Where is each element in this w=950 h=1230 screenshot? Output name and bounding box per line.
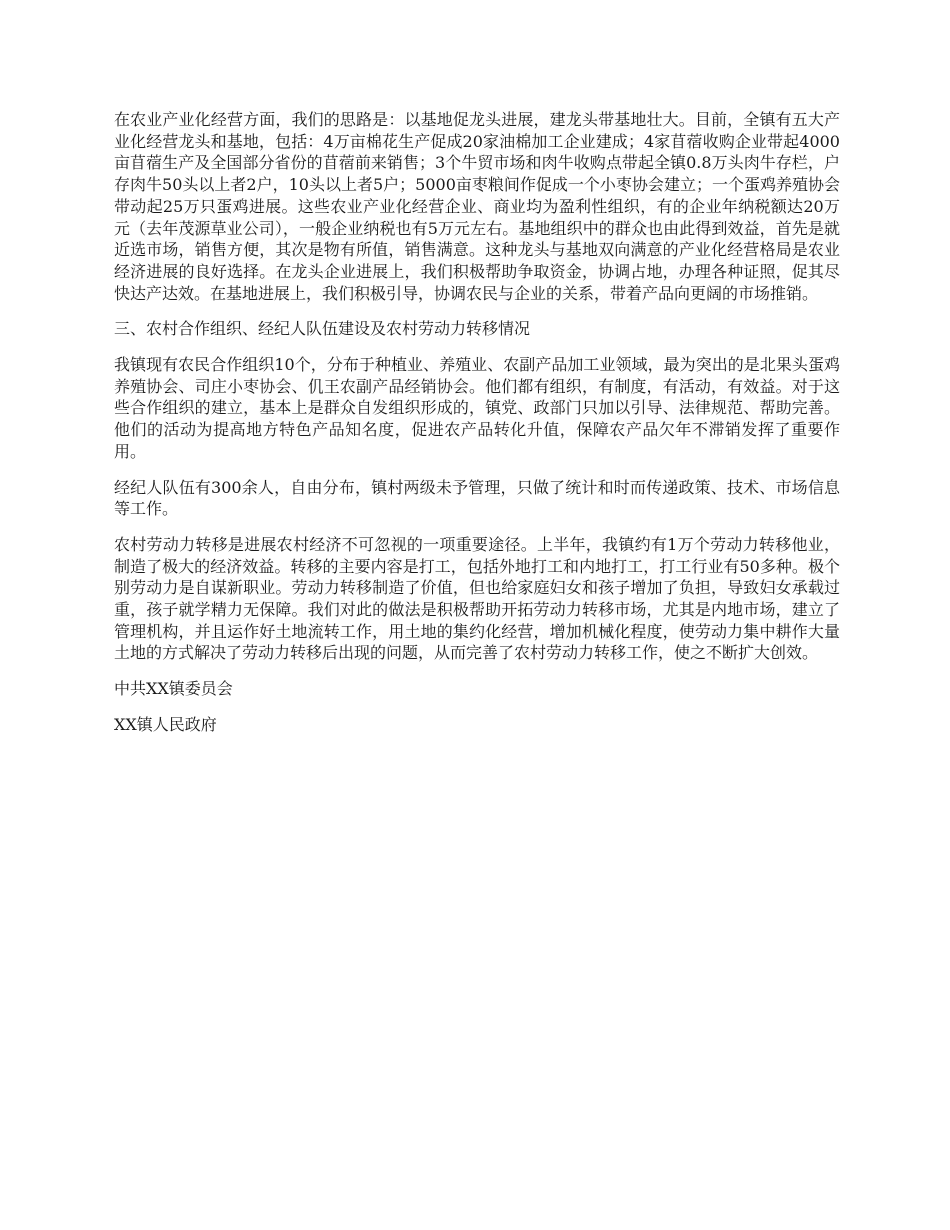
document-body (114, 109, 840, 750)
paragraph-industrialization: 在农业产业化经营方面，我们的思路是：以基地促龙头进展，建龙头带基地壮大。目前，全镇有五大产业化经营龙头和基地，包括：4万亩棉花生产促成20家油棉加工企业建成；4家苜蓿收购企业带起4000亩苜蓿生产及全国部分省份的苜蓿前来销售；3个牛贸市场和肉牛收购点带起全镇0.8万头肉牛存栏，户存肉牛50头以上者2户，10头以上者5户；5000亩枣粮间作促成一个小枣协会建立；一个蛋鸡养殖协会带动起25万只蛋鸡进展。这些农业产业化经营企业、商业均为盈利性组织，有的企业年纳税额达20万元（去年茂源草业公司），一般企业纳税也有5万元左右。基地组织中的群众也由此得到效益，首先是就近选市场，销售方便，其次是物有所值，销售满意。这种龙头与基地双向满意的产业化经营格局是农业经济进展的良好选择。在龙头企业进展上，我们积极帮助争取资金，协调占地，办理各种证照，促其尽快达产达效。在基地进展上，我们积极引导，协调农民与企业的关系，带着产品向更阔的市场推销。 (114, 110, 840, 303)
signature-party-committee: 中共XX镇委员会 (114, 679, 233, 699)
section-heading-cooperatives: 三、农村合作组织、经纪人队伍建设及农村劳动力转移情况 (114, 319, 531, 339)
paragraph-cooperatives: 我镇现有农民合作组织10个，分布于种植业、养殖业、农副产品加工业领域，最为突出的是北果头蛋鸡养殖协会、司庄小枣协会、仉王农副产品经销协会。他们都有组织，有制度，有活动，有效益。对于这些合作组织的建立，基本上是群众自发组织形成的，镇党、政部门只加以引导、法律规范、帮助完善。他们的活动为提高地方特色产品知名度，促进农产品转化升值，保障农产品欠年不滞销发挥了重要作用。 (114, 355, 840, 461)
signature-town-government: XX镇人民政府 (114, 714, 217, 734)
paragraph-labor-transfer: 农村劳动力转移是进展农村经济不可忽视的一项重要途径。上半年，我镇约有1万个劳动力转移他业，制造了极大的经济效益。转移的主要内容是打工，包括外地打工和内地打工，打工行业有50多种。极个别劳动力是自谋新职业。劳动力转移制造了价值，但也给家庭妇女和孩子增加了负担，导致妇女承载过重，孩子就学精力无保障。我们对此的做法是积极帮助开拓劳动力转移市场，尤其是内地市场，建立了管理机构，并且运作好土地流转工作，用土地的集约化经营，增加机械化程度，使劳动力集中耕作大量土地的方式解决了劳动力转移后出现的问题，从而完善了农村劳动力转移工作，使之不断扩大创效。 (114, 534, 840, 663)
paragraph-brokers: 经纪人队伍有300余人，自由分布，镇村两级未予管理，只做了统计和时而传递政策、技术、市场信息等工作。 (114, 477, 840, 519)
